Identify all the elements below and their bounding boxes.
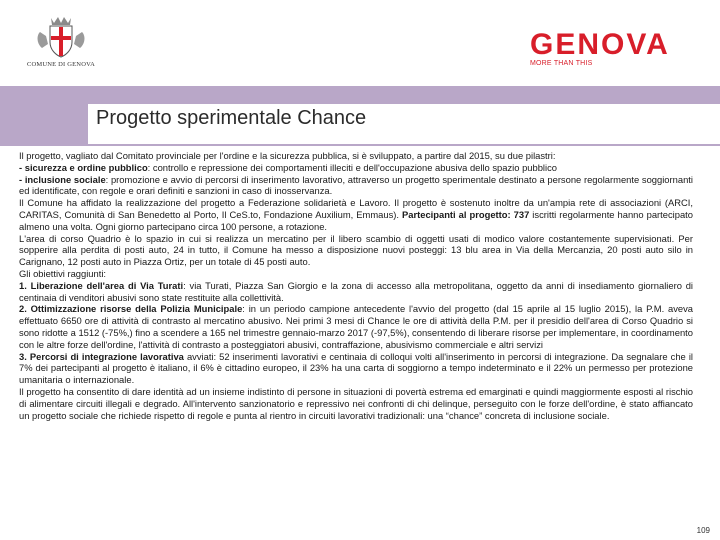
- comune-di-genova-logo: [18, 14, 104, 76]
- text-segment: : in un periodo campione antecedente l'avvio del progetto (dal 15 aprile al 15 luglio 2015), la P.M. aveva effettuato 6650 ore di attività di contrasto al mercatino abusivo. Nei primi 3 mesi di Chance le ore di attività della P.M. per il presidio dell'area di Corso Quadrio si sono ridotte a 1512 (-75%,) fino a scendere a 165 nel trimestre gennaio-marzo 2017 (-97,5%), consentendo di liberare risorse per implementare, in coordinamento con le altre forze dell'ordine, l'attività di contrasto a posteggiatori abusivi, contraffazione, abusivismo commerciale e altri servizi: [19, 303, 694, 350]
- paragraph: [19, 174, 693, 198]
- paragraph: [19, 268, 693, 280]
- text-segment: Il progetto ha consentito di dare identità ad un insieme indistinto di persone in situazioni di povertà estrema ed emarginati e quindi maggiormente esposti al rischio di alimentare circuiti illegali e degrado. All'intervento sanzionatorio e repressivo nei confronti di chi delinque, perseguito con le forze dell'ordine, è stato affiancato un progetto sociale che richiede rispetto di regole e punta al rientro in circuiti lavorativi tradizionali: una “chance” concreta di inclusione sociale.: [19, 385, 693, 421]
- paragraph: [19, 280, 693, 304]
- paragraph: [19, 233, 693, 268]
- paragraph: [19, 197, 693, 232]
- text-segment: : promozione e avvio di percorsi di inserimento lavorativo, attraverso un progetto sperimentale destinato a persone regolarmente soggiornanti ed identificate, con regole e orari definiti e sanzioni in caso di inosservanza.: [19, 173, 693, 197]
- paragraph: [19, 351, 693, 386]
- title-box: [88, 104, 720, 144]
- bold-text: - inclusione sociale: [19, 173, 106, 185]
- paragraph: [19, 386, 693, 421]
- paragraph: [19, 162, 693, 174]
- bold-text: 3. Percorsi di integrazione lavorativa: [19, 350, 184, 362]
- logo-caption: COMUNE DI GENOVA: [26, 61, 96, 68]
- body-text: [19, 150, 693, 421]
- text-segment: L'area di corso Quadrio è lo spazio in cui si realizza un mercatino per il libero scambio di oggetti usati di modico valore costantemente supervisionati. Per sopperire alla perdita di posti auto, 24 in tutto, il Comune ha messo a disposizione nuovi posteggi: 13 blu area in Via della Mercanzia, 20 posti auto silo in Carignano, 12 posti auto in Piazza Ortiz, per un totale di 45 posti auto.: [19, 232, 693, 268]
- bold-text: Partecipanti al progetto: 737: [402, 208, 530, 220]
- text-segment: Gli obiettivi raggiunti:: [19, 267, 107, 279]
- text-segment: : controllo e repressione dei comportamenti illeciti e dell'occupazione abusiva dello spazio pubblico: [147, 161, 557, 173]
- genova-brand-logo: [530, 30, 700, 70]
- bold-text: 1. Liberazione dell'area di Via Turati: [19, 279, 184, 291]
- bold-text: - sicurezza e ordine pubblico: [19, 161, 148, 173]
- text-segment: iscritti regolarmente hanno partecipato almeno una volta. Ogni giorno partecipano circa 100 persone, a rotazione.: [19, 208, 693, 232]
- text-segment: Il Comune ha affidato la realizzazione del progetto a Federazione solidarietà e Lavoro. Il progetto è sostenuto inoltre da un'ampia rete di associazioni (ARCI, CARITAS, Comunità di San Benedetto al Porto, Il CeS.to, Fondazione Auxilium, Emmaus).: [19, 197, 693, 220]
- brand-word: GENOVA: [530, 28, 670, 61]
- title-band: [0, 86, 720, 146]
- text-segment: Il progetto, vagliato dal Comitato provinciale per l'ordine e la sicurezza pubblica, si è sviluppato, a partire dal 2015, su due pilastri:: [19, 150, 556, 161]
- brand-tagline: MORE THAN THIS: [530, 60, 593, 67]
- page-number: 109: [696, 526, 710, 535]
- paragraph: [19, 303, 693, 350]
- page-title: Progetto sperimentale Chance: [96, 107, 367, 129]
- bold-text: 2. Ottimizzazione risorse della Polizia Municipale: [19, 303, 243, 315]
- text-segment: avviati: 52 inserimenti lavorativi e centinaia di colloqui volti all'inserimento in percorsi di integrazione. Da segnalare che il 7% dei partecipanti al progetto è italiano, il 6% è cittadino europeo, il 23% ha una carta di soggiorno a tempo indeterminato e il 22% un permesso per protezione umanitaria o internazionale.: [19, 350, 693, 386]
- coat-of-arms-icon: [34, 14, 88, 60]
- text-segment: : via Turati, Piazza San Giorgio e la zona di accesso alla metropolitana, oggetto da anni di insediamento giornaliero di centinaia di venditori abusivi sono state restituite alla collettività.: [19, 279, 693, 303]
- paragraph: [19, 150, 693, 162]
